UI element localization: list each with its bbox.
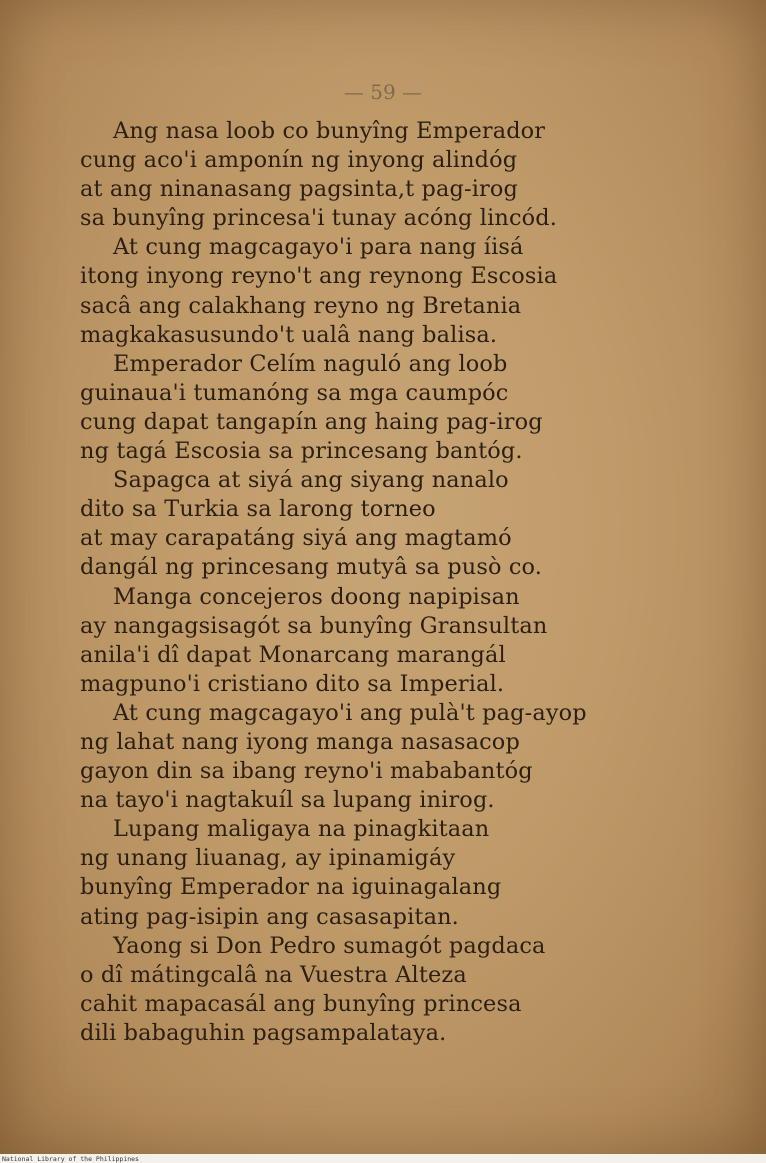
verse-line: o dî mátingcalâ na Vuestra Alteza [80, 961, 467, 988]
stanza-6 [80, 699, 680, 815]
verse-line: bunyîng Emperador na iguinagalang [80, 874, 502, 901]
stanza-1 [80, 117, 680, 233]
verse-line: sacâ ang calakhang reyno ng Bretania [80, 292, 522, 319]
verse-line: magpuno'i cristiano dito sa Imperial. [80, 670, 505, 697]
verse-line: Lupang maligaya na pinagkitaan [113, 816, 490, 843]
stanza-3 [80, 350, 680, 466]
verse-line: dili babaguhin pagsampalataya. [80, 1019, 447, 1046]
verse-line: gayon din sa ibang reyno'i mababantóg [80, 758, 533, 785]
verse-line: Yaong si Don Pedro sumagót pagdaca [113, 932, 546, 959]
verse-line: ay nangagsisagót sa bunyîng Gransultan [80, 612, 548, 639]
page-number: — 59 — [343, 80, 423, 104]
verse-line: Manga concejeros doong napipisan [113, 583, 520, 610]
verse-line: dangál ng princesang mutyâ sa pusò co. [80, 554, 543, 581]
stanza-8 [80, 932, 680, 1048]
verse-line: magkakasusundo't ualâ nang balisa. [80, 321, 498, 348]
stanza-2 [80, 233, 680, 349]
verse-line: ng tagá Escosia sa princesang bantóg. [80, 438, 523, 465]
verse-line: Ang nasa loob co bunyîng Emperador [113, 118, 546, 144]
verse-line: na tayo'i nagtakuíl sa lupang inirog. [80, 787, 495, 814]
verse-line: anila'i dî dapat Monarcang marangál [80, 641, 506, 668]
stanza-7 [80, 815, 680, 931]
verse-line: At cung magcagayo'i para nang íisá [113, 234, 524, 261]
verse-line: dito sa Turkia sa larong torneo [80, 496, 436, 523]
verse-line: ng unang liuanag, ay ipinamigáy [80, 845, 456, 872]
stanza-4 [80, 466, 680, 582]
library-credit: National Library of the Philippines [2, 1155, 139, 1163]
verse-line: Emperador Celím naguló ang loob [113, 350, 508, 377]
poem-verses [80, 117, 680, 1048]
verse-line: ng lahat nang iyong manga nasasacop [80, 728, 520, 755]
verse-line: at ang ninanasang pagsinta,t pag-irog [80, 176, 518, 203]
verse-line: at may carapatáng siyá ang magtamó [80, 525, 512, 552]
verse-line: sa bunyîng princesa'i tunay acóng lincód. [80, 205, 558, 232]
verse-line: itong inyong reyno't ang reynong Escosia [80, 263, 558, 290]
verse-line: ating pag-isipin ang casasapitan. [80, 903, 459, 930]
verse-line: cung dapat tangapín ang haing pag-irog [80, 408, 543, 435]
verse-line: At cung magcagayo'i ang pulà't pag-ayop [113, 699, 587, 726]
stanza-5 [80, 583, 680, 699]
verse-line: guinaua'i tumanóng sa mga caumpóc [80, 379, 509, 406]
verse-line: cahit mapacasál ang bunyîng princesa [80, 990, 522, 1017]
verse-line: Sapagca at siyá ang siyang nanalo [113, 467, 509, 494]
verse-line: cung aco'i amponín ng inyong alindóg [80, 147, 518, 174]
